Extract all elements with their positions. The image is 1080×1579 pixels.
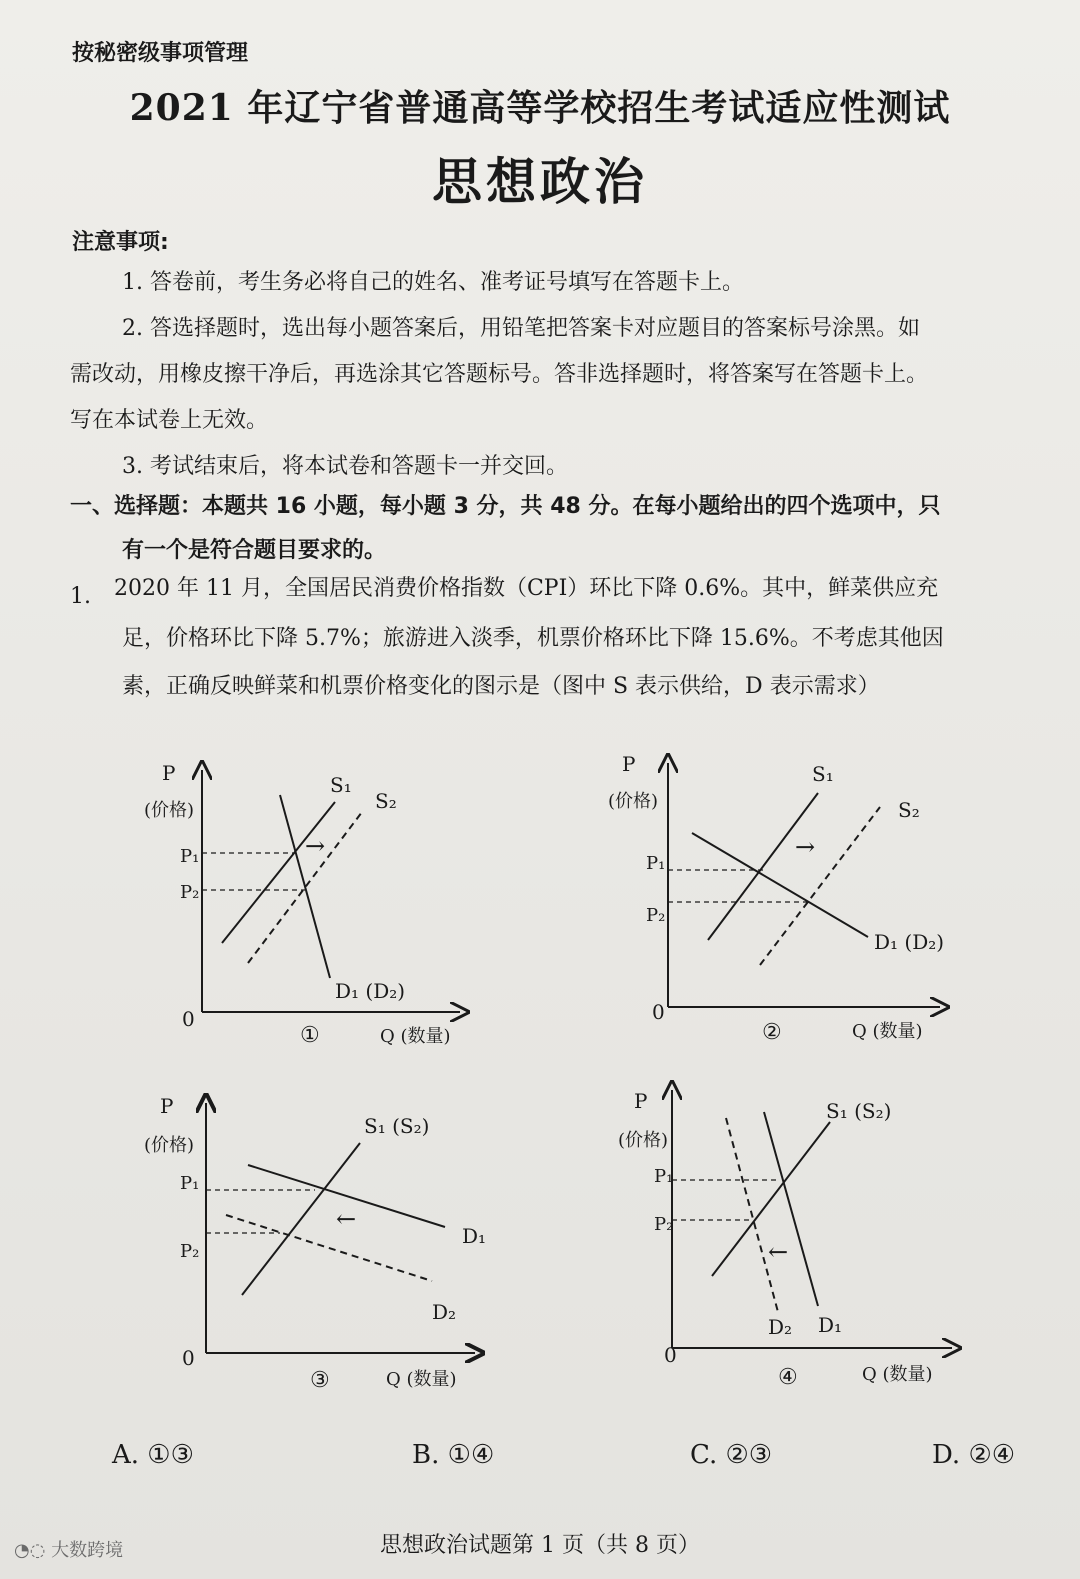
s2-label: S₂ <box>375 789 397 813</box>
p1-label: P₁ <box>180 1173 200 1194</box>
notice-heading: 注意事项: <box>72 230 169 255</box>
supply-curve-s1 <box>708 793 818 940</box>
watermark <box>14 1536 123 1562</box>
p1-label: P₁ <box>654 1166 674 1187</box>
origin-label: 0 <box>652 1000 665 1024</box>
subject-title: 思想政治 <box>432 153 648 211</box>
chart-number: ② <box>762 1020 782 1045</box>
demand-curve-d <box>280 795 330 978</box>
question-1-line-2: 足，价格环比下降 5.7%；旅游进入淡季，机票价格环比下降 15.6%。不考虑其他因 <box>122 626 944 651</box>
chart-1 <box>130 750 490 1060</box>
d2-label: D₂ <box>768 1315 793 1339</box>
p2-label: P₂ <box>654 1214 674 1235</box>
notice-item-1: 1. 答卷前，考生务必将自己的姓名、准考证号填写在答题卡上。 <box>122 270 744 295</box>
section-1-line-2: 有一个是符合题目要求的。 <box>122 538 387 563</box>
origin-label: 0 <box>182 1007 195 1031</box>
section-1-line-1: 一、选择题：本题共 16 小题，每小题 3 分，共 48 分。在每小题给出的四个选项中，只 <box>70 494 941 519</box>
p2-label: P₂ <box>646 905 666 926</box>
chart-number: ③ <box>310 1368 330 1393</box>
p2-label: P₂ <box>180 882 200 903</box>
chart-3 <box>130 1085 500 1405</box>
notice-item-3: 3. 考试结束后，将本试卷和答题卡一并交回。 <box>122 454 568 479</box>
option-c: C. ②③ <box>690 1440 773 1470</box>
option-b: B. ①④ <box>412 1440 495 1470</box>
y-axis-unit: (价格) <box>144 1135 195 1156</box>
demand-curve-d1 <box>764 1112 818 1306</box>
y-axis-label: P <box>634 1089 648 1113</box>
shift-arrow: → <box>795 833 816 861</box>
supply-curve-s2 <box>760 807 880 965</box>
p2-label: P₂ <box>180 1241 200 1262</box>
x-axis-label: Q (数量) <box>386 1369 457 1390</box>
question-number: 1. <box>70 584 91 609</box>
chart-number: ④ <box>778 1365 798 1390</box>
notice-item-2-line-2: 需改动，用橡皮擦干净后，再选涂其它答题标号。答非选择题时，将答案写在答题卡上。 <box>70 362 929 387</box>
d1-label: D₁ <box>818 1313 843 1337</box>
chart-4 <box>590 1080 970 1400</box>
s-label: S₁ (S₂) <box>364 1114 430 1138</box>
y-axis-unit: (价格) <box>608 791 659 812</box>
x-axis-label: Q (数量) <box>862 1364 933 1385</box>
x-axis-label: Q (数量) <box>380 1026 451 1047</box>
demand-curve-d2 <box>226 1215 432 1281</box>
option-d: D. ②④ <box>932 1440 1016 1470</box>
y-axis-unit: (价格) <box>618 1130 669 1151</box>
page-footer: 思想政治试题第 1 页（共 8 页） <box>380 1533 700 1558</box>
origin-label: 0 <box>664 1343 677 1367</box>
chart-2 <box>590 745 970 1055</box>
option-a: A. ①③ <box>112 1440 194 1470</box>
x-axis-label: Q (数量) <box>852 1021 923 1042</box>
y-axis-unit: (价格) <box>144 800 195 821</box>
secret-level-label: 按秘密级事项管理 <box>72 41 249 66</box>
demand-curve-d2 <box>726 1118 778 1312</box>
d-label: D₁ (D₂) <box>335 979 406 1003</box>
shift-arrow: → <box>305 832 326 860</box>
watermark-logo-icon: ◔◌ <box>14 1540 52 1561</box>
exam-title: 2021 年辽宁省普通高等学校招生考试适应性测试 <box>129 87 951 129</box>
notice-item-2-line-3: 写在本试卷上无效。 <box>70 408 269 433</box>
question-1-line-1: 2020 年 11 月，全国居民消费价格指数（CPI）环比下降 0.6%。其中，鲜菜供应充 <box>114 576 939 601</box>
d1-label: D₁ <box>462 1224 487 1248</box>
s-label: S₁ (S₂) <box>826 1099 892 1123</box>
s1-label: S₁ <box>812 762 834 786</box>
y-axis-label: P <box>162 761 176 785</box>
chart-number: ① <box>300 1023 320 1048</box>
question-1-line-3: 素，正确反映鲜菜和机票价格变化的图示是（图中 S 表示供给，D 表示需求） <box>122 674 880 699</box>
shift-arrow: ← <box>336 1205 357 1233</box>
demand-curve-d <box>692 833 868 937</box>
s1-label: S₁ <box>330 773 352 797</box>
watermark-text: 大数跨境 <box>51 1540 124 1561</box>
p1-label: P₁ <box>646 853 666 874</box>
y-axis-label: P <box>622 752 636 776</box>
notice-item-2-line-1: 2. 答选择题时，选出每小题答案后，用铅笔把答案卡对应题目的答案标号涂黑。如 <box>122 316 920 341</box>
origin-label: 0 <box>182 1346 195 1370</box>
s2-label: S₂ <box>898 798 920 822</box>
shift-arrow: ← <box>768 1238 789 1266</box>
d2-label: D₂ <box>432 1300 457 1324</box>
d-label: D₁ (D₂) <box>874 930 945 954</box>
y-axis-label: P <box>160 1094 174 1118</box>
p1-label: P₁ <box>180 846 200 867</box>
